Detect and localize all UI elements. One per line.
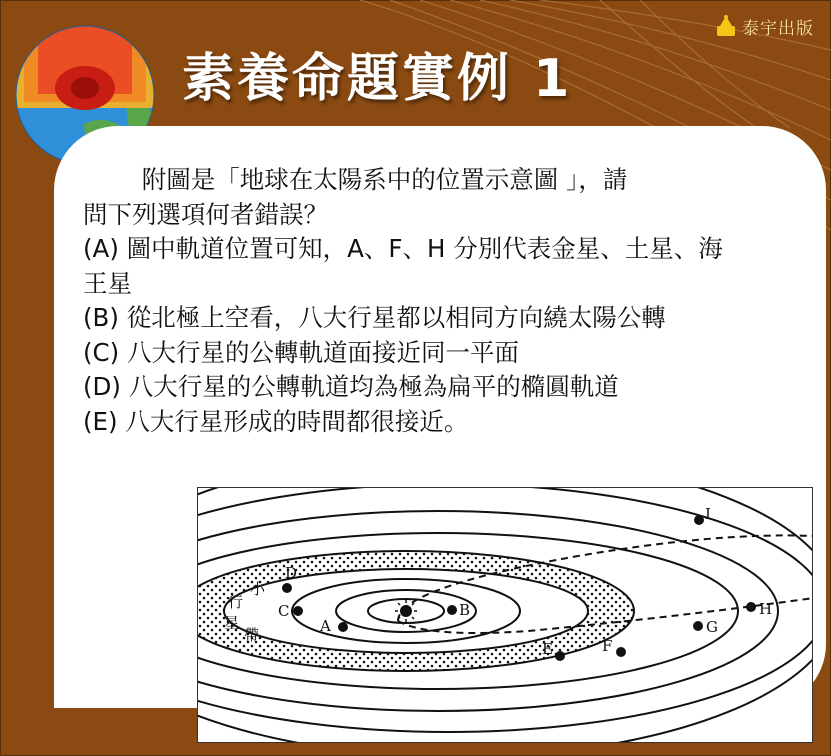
brand-name: 泰宇出版 [742,18,814,39]
asteroid-label-char-4: 帶 [244,626,260,644]
label-a: A [320,617,331,635]
option-e: (E) 八大行星形成的時間都很接近。 [83,406,469,436]
question-stem-line2: 問下列選項何者錯誤？ [83,199,328,229]
label-i: I [705,505,711,523]
planet-a-marker [338,622,348,632]
option-c: (C) 八大行星的公轉軌道面接近同一平面 [83,337,520,367]
asteroid-label-char-3: 星 [224,614,240,632]
crown-icon [714,14,738,38]
publisher-brand [714,12,814,40]
orbit-figure [198,488,813,743]
solar-system-diagram [197,487,813,743]
planet-g-marker [693,621,703,631]
asteroid-label-char-1: 小 [250,580,266,598]
option-d: (D) 八大行星的公轉軌道均為極為扁平的橢圓軌道 [83,372,619,401]
label-d: D [285,564,298,582]
planet-i-marker [694,515,704,525]
planet-d-marker [282,583,292,593]
label-b: B [459,601,471,619]
planet-h-marker [746,602,756,612]
label-h: H [759,600,773,618]
planet-b-marker [447,605,457,615]
option-a: (A) 圖中軌道位置可知，A、F、H 分別代表金星、土星、海王星 [83,234,723,298]
label-c: C [278,602,290,620]
label-g: G [706,618,718,636]
planet-c-marker [293,606,303,616]
label-e: E [542,640,553,658]
planet-f-marker [616,647,626,657]
asteroid-label-char-2: 行 [228,593,244,611]
question-block [83,163,743,439]
page-title: 素養命題實例 1 [182,49,573,109]
label-f: F [602,637,613,655]
question-stem-line1: 附圖是「地球在太陽系中的位置示意圖 」，請 [141,165,628,194]
option-b: (B) 從北極上空看，八大行星都以相同方向繞太陽公轉 [83,303,666,332]
planet-e-marker [555,651,565,661]
